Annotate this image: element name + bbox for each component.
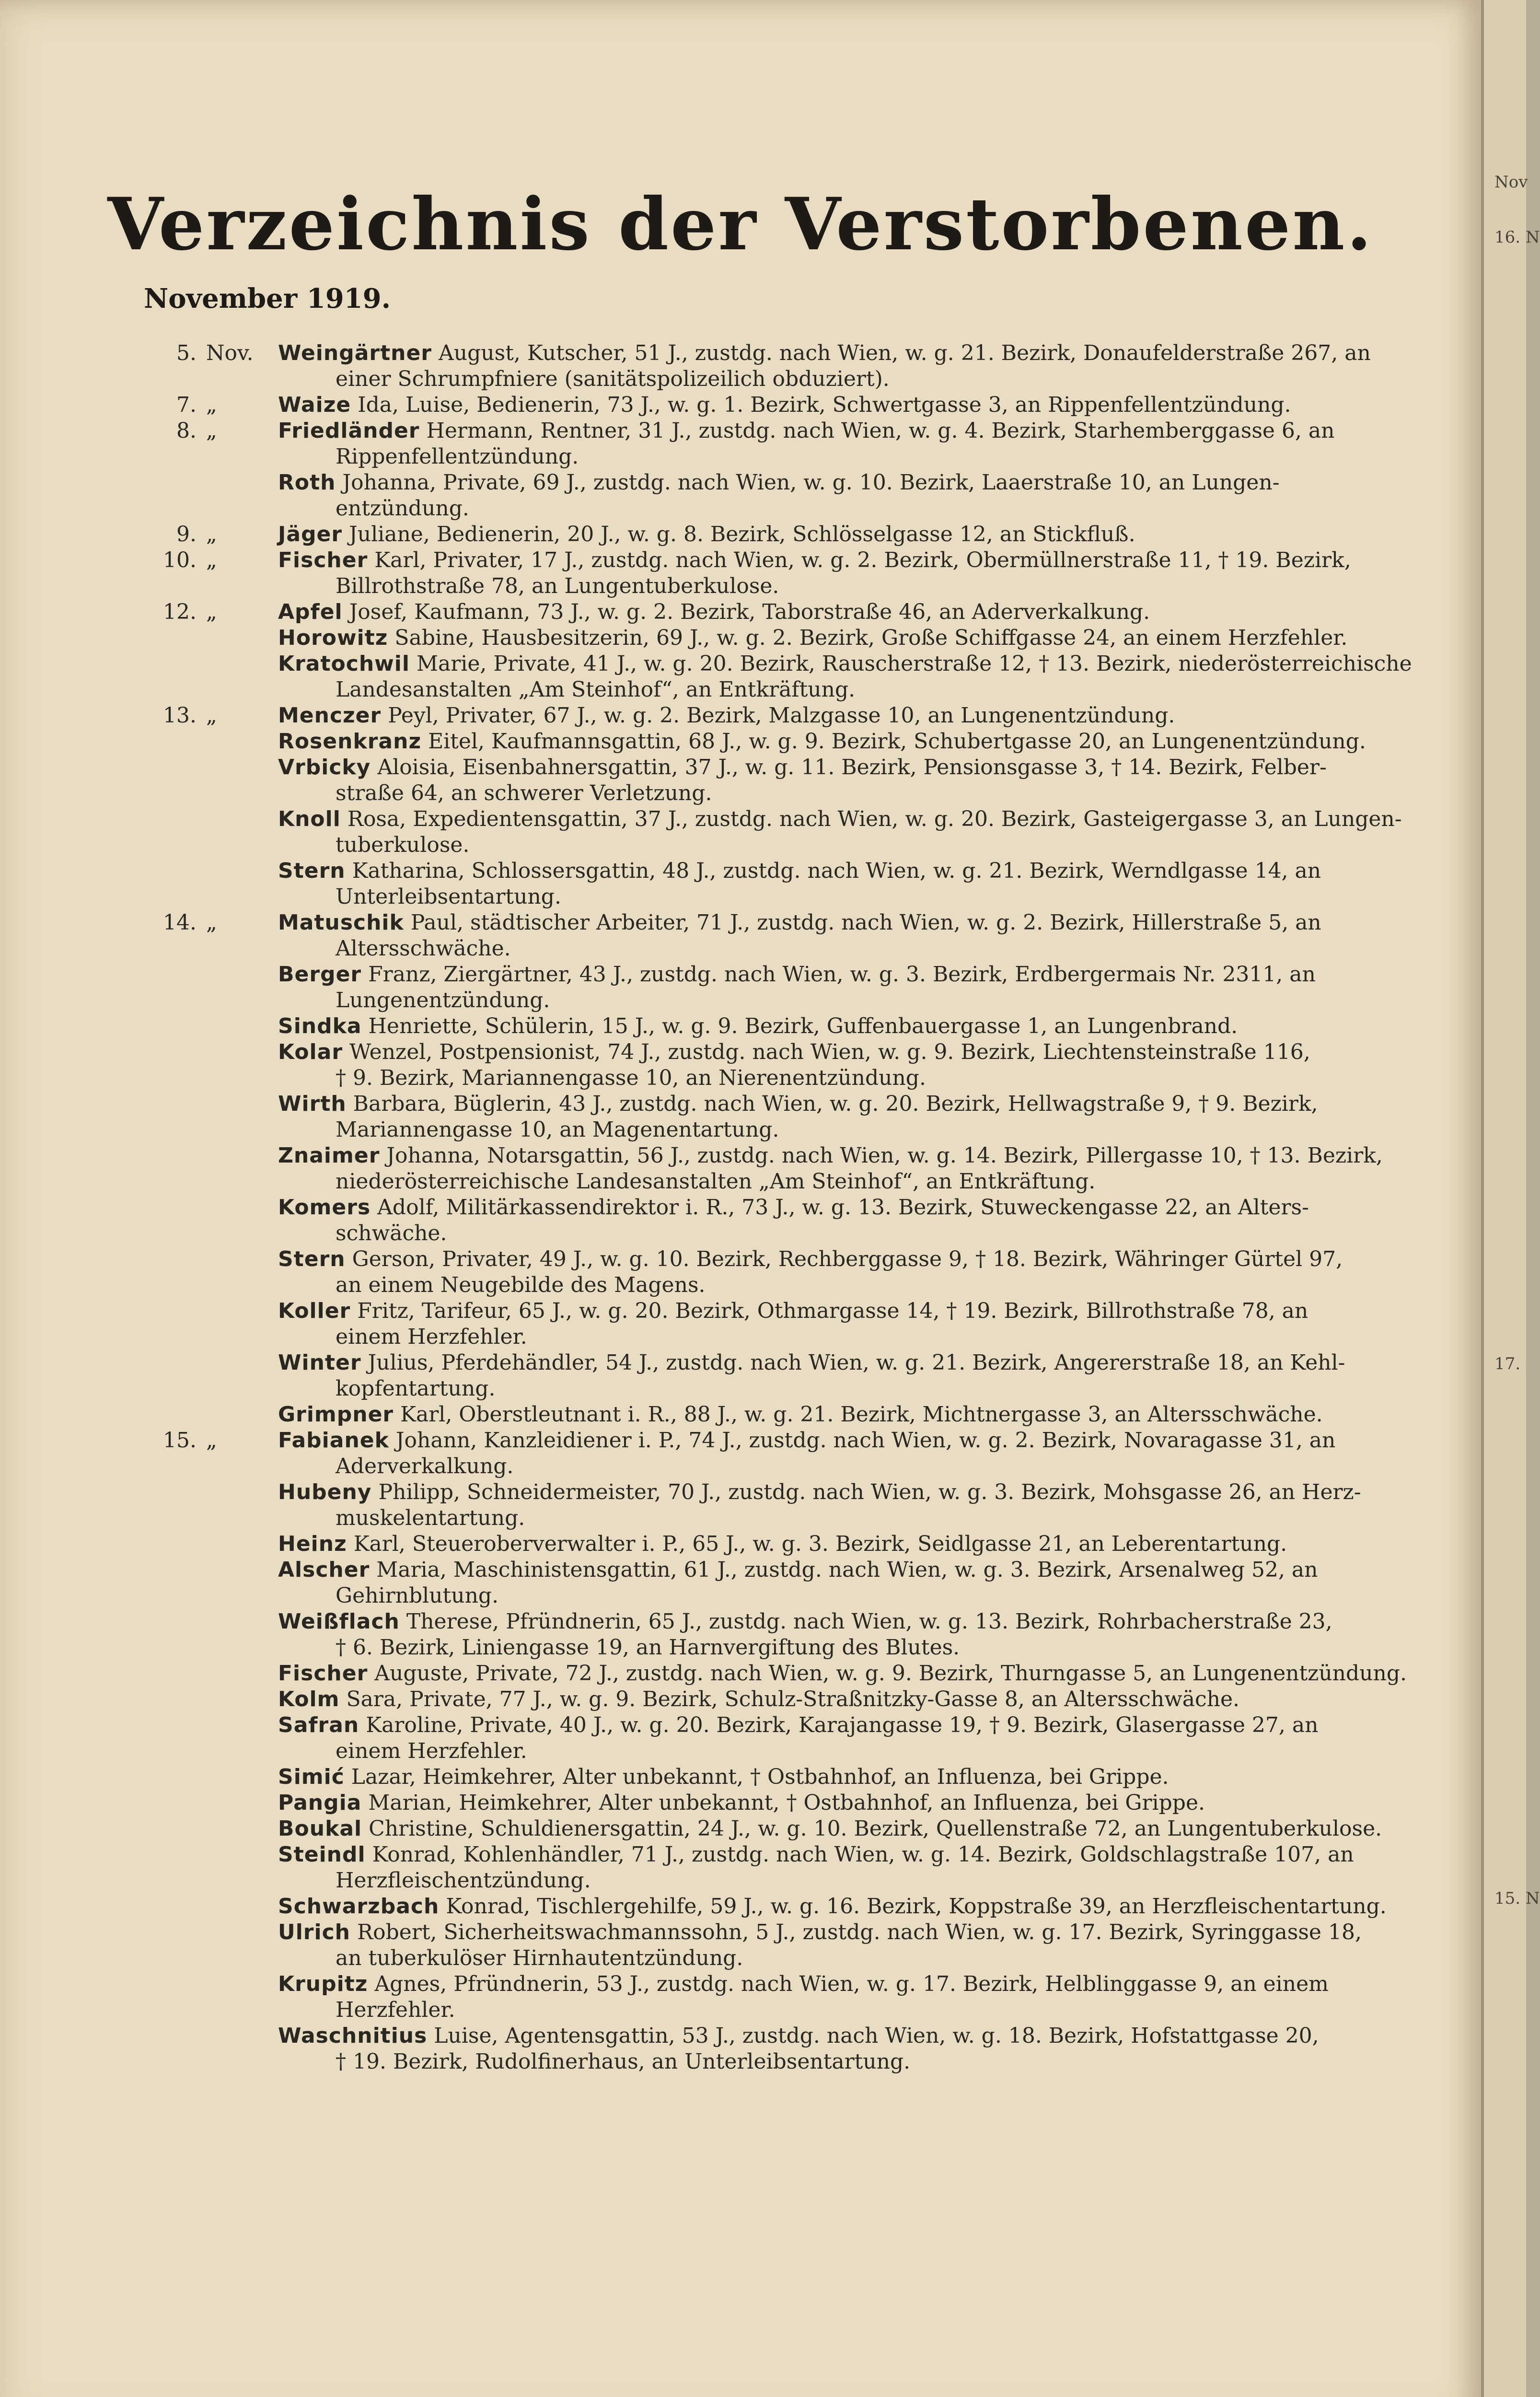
entry-text — [278, 392, 1433, 418]
entry-details: Lazar, Heimkehrer, Alter unbekannt, † Ostbahnhof, an Influenza, bei Grippe. — [351, 1765, 1169, 1789]
register-entry — [120, 1894, 1433, 1920]
entry-date — [120, 858, 264, 884]
deceased-surname: Schwarzbach — [278, 1894, 440, 1919]
entry-details: Wenzel, Postpensionist, 74 J., zustdg. nach Wien, w. g. 9. Bezirk, Liechtensteinstraße 116, — [349, 1040, 1310, 1064]
entry-date — [120, 547, 264, 573]
entry-date — [120, 1402, 264, 1428]
adjacent-page-edge — [1481, 0, 1540, 2397]
register-entry — [120, 340, 1433, 392]
entry-details: Maria, Maschinistensgattin, 61 J., zustdg. nach Wien, w. g. 3. Bezirk, Arsenalweg 52, an — [376, 1558, 1318, 1582]
deceased-surname: Grimpner — [278, 1402, 394, 1427]
entry-details-continuation: Unterleibsentartung. — [336, 884, 561, 909]
entry-date — [120, 1894, 264, 1920]
register-entry — [120, 2023, 1433, 2075]
entry-text — [278, 806, 1433, 832]
entry-text — [278, 470, 1433, 496]
entry-date — [120, 1298, 264, 1324]
entry-text — [278, 910, 1433, 936]
entry-date — [120, 1687, 264, 1712]
deceased-surname: Hubeny — [278, 1480, 372, 1504]
deceased-surname: Friedländer — [278, 419, 420, 443]
entry-details: Rosa, Expedientensgattin, 37 J., zustdg. nach Wien, w. g. 20. Bezirk, Gasteigergasse 3, an Lungen- — [347, 807, 1402, 831]
entry-date — [120, 1971, 264, 1997]
entry-text — [278, 962, 1433, 988]
entry-text — [278, 599, 1433, 625]
deceased-surname: Krupitz — [278, 1972, 368, 1996]
entry-details: Sara, Private, 77 J., w. g. 9. Bezirk, Schulz-Straßnitzky-Gasse 8, an Altersschwäche. — [346, 1687, 1240, 1711]
adjacent-page-fragment: 16. N — [1494, 228, 1540, 247]
entry-text — [278, 1687, 1433, 1712]
entry-date — [120, 625, 264, 651]
entry-text — [278, 1971, 1433, 1997]
entry-text — [278, 1764, 1433, 1790]
entry-day: 12. — [163, 600, 197, 624]
deceased-surname: Ulrich — [278, 1920, 350, 1944]
entry-date — [120, 1246, 264, 1272]
entry-date — [120, 1842, 264, 1868]
entry-month: „ — [206, 703, 217, 728]
entry-text — [278, 1428, 1433, 1454]
entry-details-continuation: einem Herzfehler. — [336, 1739, 527, 1763]
entry-details: Paul, städtischer Arbeiter, 71 J., zustdg. nach Wien, w. g. 2. Bezirk, Hillerstraße 5, an — [410, 910, 1321, 935]
entry-text — [278, 1790, 1433, 1816]
register-entry — [120, 806, 1433, 858]
register-entry — [120, 910, 1433, 962]
register-entry — [120, 1971, 1433, 2023]
entry-details: Johanna, Private, 69 J., zustdg. nach Wien, w. g. 10. Bezirk, Laaerstraße 10, an Lungen- — [342, 470, 1280, 495]
register-entry — [120, 858, 1433, 910]
deceased-surname: Stern — [278, 859, 346, 883]
entry-day: 8. — [176, 419, 197, 443]
register-entry — [120, 522, 1433, 547]
entry-text — [278, 858, 1433, 884]
entry-date — [120, 1920, 264, 1945]
entry-date — [120, 1764, 264, 1790]
entry-text — [278, 418, 1433, 444]
entry-details: Adolf, Militärkassendirektor i. R., 73 J., w. g. 13. Bezirk, Stuweckengasse 22, an Alters- — [377, 1195, 1309, 1220]
register-entry — [120, 755, 1433, 806]
entry-text — [278, 1091, 1433, 1117]
entry-details: Marie, Private, 41 J., w. g. 20. Bezirk, Rauscherstraße 12, † 13. Bezirk, niederösterreichische — [416, 652, 1412, 676]
register-entry — [120, 1039, 1433, 1091]
entry-text — [278, 547, 1433, 573]
entry-details: Johann, Kanzleidiener i. P., 74 J., zustdg. nach Wien, w. g. 2. Bezirk, Novaragasse 31, an — [395, 1428, 1336, 1453]
entry-date — [120, 470, 264, 496]
entry-date — [120, 1816, 264, 1842]
deceased-surname: Winter — [278, 1350, 361, 1375]
entry-date — [120, 729, 264, 755]
deceased-surname: Kolm — [278, 1687, 340, 1711]
deceased-surname: Knoll — [278, 807, 341, 831]
entry-text — [278, 1557, 1433, 1583]
deceased-surname: Roth — [278, 470, 336, 495]
entry-details: Josef, Kaufmann, 73 J., w. g. 2. Bezirk, Taborstraße 46, an Aderverkalkung. — [349, 600, 1150, 624]
deceased-surname: Komers — [278, 1195, 371, 1220]
entry-text — [278, 340, 1433, 366]
entry-text — [278, 1479, 1433, 1505]
deceased-surname: Berger — [278, 962, 362, 987]
entry-month: „ — [206, 393, 217, 417]
register-entry — [120, 729, 1433, 755]
register-entry — [120, 1402, 1433, 1428]
entry-details: Julius, Pferdehändler, 54 J., zustdg. nach Wien, w. g. 21. Bezirk, Angererstraße 18, an Kehl- — [368, 1350, 1345, 1375]
entry-details: Karl, Privater, 17 J., zustdg. nach Wien, w. g. 2. Bezirk, Obermüllnerstraße 11, † 19. Bezirk, — [374, 548, 1351, 572]
entry-details: Auguste, Private, 72 J., zustdg. nach Wien, w. g. 9. Bezirk, Thurngasse 5, an Lungenentzündung. — [374, 1661, 1407, 1686]
entry-date — [120, 599, 264, 625]
entry-details: Ida, Luise, Bedienerin, 73 J., w. g. 1. Bezirk, Schwertgasse 3, an Rippenfellentzündung. — [358, 393, 1291, 417]
deceased-surname: Safran — [278, 1713, 359, 1737]
register-entry — [120, 1013, 1433, 1039]
entry-date — [120, 651, 264, 677]
entry-details: Aloisia, Eisenbahnersgattin, 37 J., w. g. 11. Bezirk, Pensionsgasse 3, † 14. Bezirk, Felber- — [377, 755, 1327, 780]
register-entry — [120, 1920, 1433, 1971]
entry-text — [278, 1195, 1433, 1221]
deceased-surname: Menczer — [278, 703, 382, 728]
entry-details-continuation: Gehirnblutung. — [336, 1583, 499, 1608]
entry-details: Robert, Sicherheitswachmannssohn, 5 J., zustdg. nach Wien, w. g. 17. Bezirk, Syringgasse 18, — [357, 1920, 1362, 1944]
death-register-list — [120, 340, 1433, 2075]
entry-date — [120, 1039, 264, 1065]
adjacent-page-fragment: 17. — [1494, 1354, 1521, 1373]
deceased-surname: Heinz — [278, 1532, 347, 1556]
entry-text — [278, 1712, 1433, 1738]
entry-details-continuation: schwäche. — [336, 1221, 447, 1245]
entry-date — [120, 1557, 264, 1583]
entry-month: „ — [206, 1428, 217, 1453]
entry-text — [278, 1039, 1433, 1065]
entry-date — [120, 910, 264, 936]
entry-details: Marian, Heimkehrer, Alter unbekannt, † Ostbahnhof, an Influenza, bei Grippe. — [368, 1791, 1205, 1815]
deceased-surname: Vrbicky — [278, 755, 371, 780]
entry-details-continuation: kopfentartung. — [336, 1376, 496, 1401]
entry-text — [278, 1816, 1433, 1842]
entry-date — [120, 1531, 264, 1557]
register-entry — [120, 547, 1433, 599]
entry-details: Christine, Schuldienersgattin, 24 J., w. g. 10. Bezirk, Quellenstraße 72, an Lungentuberkulose. — [369, 1816, 1382, 1841]
entry-date — [120, 418, 264, 444]
register-entry — [120, 1143, 1433, 1195]
entry-details-continuation: † 9. Bezirk, Mariannengasse 10, an Nierenentzündung. — [336, 1066, 926, 1090]
entry-details: Philipp, Schneidermeister, 70 J., zustdg. nach Wien, w. g. 3. Bezirk, Mohsgasse 26, an Herz- — [378, 1480, 1361, 1504]
register-entry — [120, 962, 1433, 1013]
entry-text — [278, 1894, 1433, 1920]
entry-details: Sabine, Hausbesitzerin, 69 J., w. g. 2. Bezirk, Große Schiffgasse 24, an einem Herzfehler. — [394, 626, 1348, 650]
entry-details-continuation: † 19. Bezirk, Rudolfinerhaus, an Unterleibsentartung. — [336, 2049, 911, 2074]
register-entry — [120, 1091, 1433, 1143]
entry-text — [278, 651, 1433, 677]
entry-date — [120, 806, 264, 832]
entry-day: 5. — [176, 341, 197, 365]
entry-details-continuation: Altersschwäche. — [336, 936, 511, 961]
deceased-surname: Fischer — [278, 548, 368, 572]
entry-day: 10. — [163, 548, 197, 572]
deceased-surname: Simić — [278, 1765, 345, 1789]
entry-date — [120, 1609, 264, 1635]
deceased-surname: Koller — [278, 1299, 351, 1323]
month-heading: November 1919. — [144, 283, 391, 314]
register-entry — [120, 599, 1433, 625]
entry-date — [120, 703, 264, 729]
entry-details-continuation: straße 64, an schwerer Verletzung. — [336, 781, 712, 805]
entry-date — [120, 1091, 264, 1117]
register-entry — [120, 651, 1433, 703]
entry-details: Johanna, Notarsgattin, 56 J., zustdg. nach Wien, w. g. 14. Bezirk, Pillergasse 10, † 13. Bezirk, — [386, 1143, 1383, 1168]
register-entry — [120, 703, 1433, 729]
entry-date — [120, 1479, 264, 1505]
entry-details-continuation: einem Herzfehler. — [336, 1325, 527, 1349]
entry-text — [278, 1013, 1433, 1039]
entry-text — [278, 1920, 1433, 1945]
entry-details: Hermann, Rentner, 31 J., zustdg. nach Wien, w. g. 4. Bezirk, Starhemberggasse 6, an — [426, 419, 1335, 443]
entry-text — [278, 755, 1433, 780]
register-entry — [120, 1790, 1433, 1816]
entry-text — [278, 1609, 1433, 1635]
entry-details-continuation: niederösterreichische Landesanstalten „Am Steinhof“, an Entkräftung. — [336, 1169, 1096, 1194]
register-entry — [120, 1609, 1433, 1661]
deceased-surname: Jäger — [278, 522, 343, 547]
entry-text — [278, 703, 1433, 729]
deceased-surname: Waize — [278, 393, 351, 417]
register-entry — [120, 1764, 1433, 1790]
register-entry — [120, 1557, 1433, 1609]
deceased-surname: Stern — [278, 1247, 346, 1271]
entry-text — [278, 1842, 1433, 1868]
entry-details-continuation: entzündung. — [336, 496, 469, 521]
entry-details: August, Kutscher, 51 J., zustdg. nach Wien, w. g. 21. Bezirk, Donaufelderstraße 267, an — [439, 341, 1371, 365]
register-entry — [120, 1531, 1433, 1557]
entry-text — [278, 729, 1433, 755]
register-entry — [120, 1479, 1433, 1531]
deceased-surname: Sindka — [278, 1014, 362, 1038]
register-entry — [120, 1298, 1433, 1350]
entry-day: 14. — [163, 910, 197, 935]
entry-day: 13. — [163, 703, 197, 728]
entry-details: Eitel, Kaufmannsgattin, 68 J., w. g. 9. Bezirk, Schubertgasse 20, an Lungenentzündung. — [428, 729, 1366, 754]
deceased-surname: Rosenkranz — [278, 729, 422, 754]
entry-day: 7. — [176, 393, 197, 417]
entry-details-continuation: † 6. Bezirk, Liniengasse 19, an Harnvergiftung des Blutes. — [336, 1635, 960, 1660]
register-entry — [120, 1428, 1433, 1479]
entry-date — [120, 1350, 264, 1376]
entry-details: Franz, Ziergärtner, 43 J., zustdg. nach Wien, w. g. 3. Bezirk, Erdbergermais Nr. 2311, an — [368, 962, 1316, 987]
entry-month: „ — [206, 600, 217, 624]
entry-details-continuation: Rippenfellentzündung. — [336, 444, 579, 469]
deceased-surname: Alscher — [278, 1558, 370, 1582]
deceased-surname: Fabianek — [278, 1428, 389, 1453]
register-entry — [120, 1350, 1433, 1402]
deceased-surname: Weißflach — [278, 1609, 400, 1634]
entry-details-continuation: Herzfehler. — [336, 1998, 455, 2022]
entry-details: Peyl, Privater, 67 J., w. g. 2. Bezirk, Malzgasse 10, an Lungenentzündung. — [388, 703, 1175, 728]
entry-text — [278, 522, 1433, 547]
entry-details: Gerson, Privater, 49 J., w. g. 10. Bezirk, Rechberggasse 9, † 18. Bezirk, Währinger Gürtel 97, — [352, 1247, 1343, 1271]
deceased-surname: Kolar — [278, 1040, 343, 1064]
entry-day: 9. — [176, 522, 197, 547]
entry-month: „ — [206, 548, 217, 572]
entry-date — [120, 1143, 264, 1169]
entry-date — [120, 1013, 264, 1039]
register-entry — [120, 1842, 1433, 1894]
entry-date — [120, 392, 264, 418]
entry-text — [278, 1661, 1433, 1687]
entry-date — [120, 1195, 264, 1221]
entry-date — [120, 755, 264, 780]
entry-details: Konrad, Tischlergehilfe, 59 J., w. g. 16. Bezirk, Koppstraße 39, an Herzfleischentartung. — [446, 1894, 1387, 1919]
entry-details-continuation: tuberkulose. — [336, 833, 470, 857]
entry-details: Karl, Oberstleutnant i. R., 88 J., w. g. 21. Bezirk, Michtnergasse 3, an Altersschwäche. — [400, 1402, 1323, 1427]
entry-details: Therese, Pfründnerin, 65 J., zustdg. nach Wien, w. g. 13. Bezirk, Rohrbacherstraße 23, — [406, 1609, 1332, 1634]
entry-details-continuation: muskelentartung. — [336, 1506, 525, 1530]
deceased-surname: Pangia — [278, 1791, 362, 1815]
entry-details-continuation: einer Schrumpfniere (sanitätspolizeilich obduziert). — [336, 367, 890, 391]
register-entry — [120, 1195, 1433, 1246]
entry-text — [278, 1298, 1433, 1324]
entry-details-continuation: Landesanstalten „Am Steinhof“, an Entkräftung. — [336, 677, 856, 702]
deceased-surname: Fischer — [278, 1661, 368, 1686]
entry-details: Katharina, Schlossersgattin, 48 J., zustdg. nach Wien, w. g. 21. Bezirk, Werndlgasse 14, an — [352, 859, 1321, 883]
entry-details-continuation: Herzfleischentzündung. — [336, 1868, 591, 1893]
entry-details-continuation: an einem Neugebilde des Magens. — [336, 1273, 706, 1297]
register-entry — [120, 470, 1433, 522]
register-entry — [120, 418, 1433, 470]
deceased-surname: Apfel — [278, 600, 343, 624]
entry-details-continuation: an tuberkulöser Hirnhautentzündung. — [336, 1946, 743, 1970]
entry-text — [278, 1531, 1433, 1557]
entry-text — [278, 2023, 1433, 2049]
register-entry — [120, 1246, 1433, 1298]
entry-month: „ — [206, 910, 217, 935]
entry-date — [120, 340, 264, 366]
deceased-surname: Horowitz — [278, 626, 388, 650]
deceased-surname: Steindl — [278, 1842, 366, 1867]
entry-date — [120, 1661, 264, 1687]
deceased-surname: Wirth — [278, 1092, 347, 1116]
deceased-surname: Znaimer — [278, 1143, 380, 1168]
entry-details: Agnes, Pfründnerin, 53 J., zustdg. nach Wien, w. g. 17. Bezirk, Helblinggasse 9, an einem — [374, 1972, 1329, 1996]
entry-text — [278, 625, 1433, 651]
register-entry — [120, 625, 1433, 651]
register-entry — [120, 392, 1433, 418]
entry-date — [120, 1428, 264, 1454]
entry-text — [278, 1402, 1433, 1428]
entry-details-continuation: Billrothstraße 78, an Lungentuberkulose. — [336, 574, 779, 598]
deceased-surname: Boukal — [278, 1816, 362, 1841]
entry-details: Barbara, Büglerin, 43 J., zustdg. nach Wien, w. g. 20. Bezirk, Hellwagstraße 9, † 9. Bezirk, — [353, 1092, 1318, 1116]
entry-date — [120, 522, 264, 547]
deceased-surname: Weingärtner — [278, 341, 432, 365]
entry-month: Nov. — [206, 341, 254, 365]
entry-details: Fritz, Tarifeur, 65 J., w. g. 20. Bezirk, Othmargasse 14, † 19. Bezirk, Billrothstraße 78, an — [357, 1299, 1308, 1323]
entry-date — [120, 2023, 264, 2049]
entry-details-continuation: Lungenentzündung. — [336, 988, 550, 1012]
entry-details: Karl, Steueroberverwalter i. P., 65 J., w. g. 3. Bezirk, Seidlgasse 21, an Leberentartung. — [353, 1532, 1287, 1556]
adjacent-page-fragment: Nov — [1494, 173, 1528, 192]
entry-text — [278, 1246, 1433, 1272]
deceased-surname: Waschnitius — [278, 2024, 428, 2048]
deceased-surname: Matuschik — [278, 910, 404, 935]
entry-date — [120, 1712, 264, 1738]
entry-details: Henriette, Schülerin, 15 J., w. g. 9. Bezirk, Guffenbauergasse 1, an Lungenbrand. — [368, 1014, 1238, 1038]
register-entry — [120, 1687, 1433, 1712]
adjacent-page-fragment: 15. N — [1494, 1889, 1540, 1908]
entry-day: 15. — [163, 1428, 197, 1453]
register-entry — [120, 1661, 1433, 1687]
entry-date — [120, 962, 264, 988]
deceased-surname: Kratochwil — [278, 652, 410, 676]
entry-month: „ — [206, 522, 217, 547]
entry-details: Juliane, Bedienerin, 20 J., w. g. 8. Bezirk, Schlösselgasse 12, an Stickfluß. — [349, 522, 1135, 547]
entry-date — [120, 1790, 264, 1816]
entry-details-continuation: Mariannengasse 10, an Magenentartung. — [336, 1117, 779, 1142]
entry-month: „ — [206, 419, 217, 443]
entry-details: Karoline, Private, 40 J., w. g. 20. Bezirk, Karajangasse 19, † 9. Bezirk, Glasergasse 27, an — [366, 1713, 1319, 1737]
entry-details: Konrad, Kohlenhändler, 71 J., zustdg. nach Wien, w. g. 14. Bezirk, Goldschlagstraße 107, an — [372, 1842, 1354, 1867]
entry-text — [278, 1143, 1433, 1169]
register-entry — [120, 1816, 1433, 1842]
page-title: Verzeichnis der Verstorbenen. — [107, 182, 1374, 267]
entry-text — [278, 1350, 1433, 1376]
register-entry — [120, 1712, 1433, 1764]
entry-details: Luise, Agentensgattin, 53 J., zustdg. nach Wien, w. g. 18. Bezirk, Hofstattgasse 20, — [434, 2024, 1319, 2048]
entry-details-continuation: Aderverkalkung. — [336, 1454, 514, 1478]
